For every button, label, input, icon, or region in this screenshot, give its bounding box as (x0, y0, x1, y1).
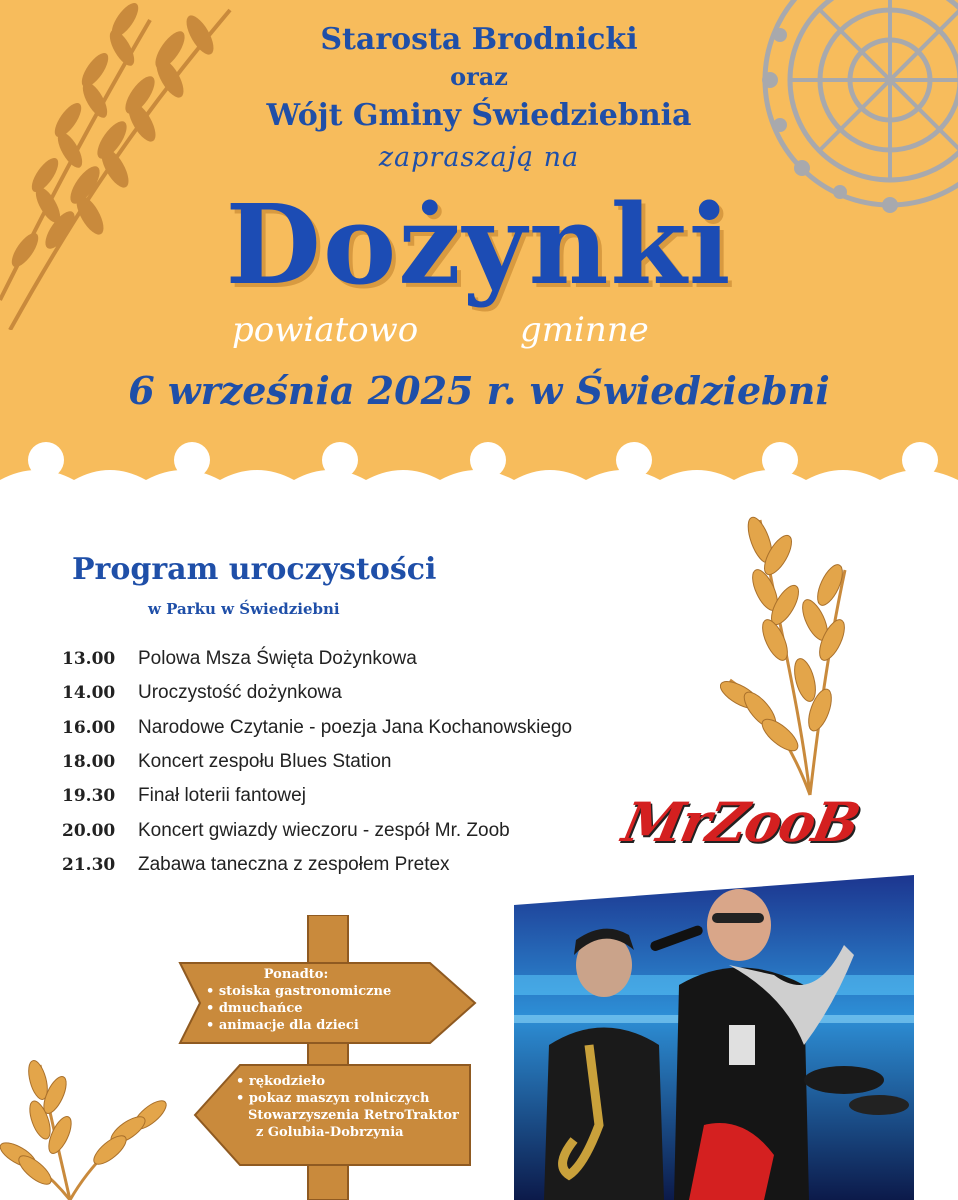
signpost-item: • pokaz maszyn rolniczych (236, 1091, 430, 1106)
schedule-time: 20.00 (62, 820, 116, 841)
event-date-place: 6 września 2025 r. w Świedziebni (128, 368, 830, 413)
event-subtitle-right: gminne (520, 310, 649, 350)
schedule-event: Finał loterii fantowej (138, 785, 306, 807)
band-logo: MrZooB (617, 790, 865, 854)
schedule-row (62, 848, 572, 882)
organizer-2: Wójt Gminy Świedziebnia (266, 98, 692, 133)
event-title: Dożynki (225, 180, 733, 309)
schedule-row (62, 779, 572, 813)
schedule-event: Koncert zespołu Blues Station (138, 751, 392, 773)
wheat-ornament-bottom (0, 1055, 180, 1200)
invitation-text: zapraszają na (378, 142, 580, 173)
schedule-time: 16.00 (62, 717, 116, 738)
schedule-time: 18.00 (62, 752, 116, 773)
signpost-item: • animacje dla dzieci (206, 1018, 359, 1033)
signpost-item: • rękodzieło (236, 1074, 325, 1089)
band-photo-illustration (514, 865, 914, 1200)
schedule-event: Narodowe Czytanie - poezja Jana Kochanowskiego (138, 716, 573, 738)
schedule-time: 19.30 (62, 786, 116, 807)
schedule-row (62, 813, 572, 847)
organizer-1: Starosta Brodnicki (320, 22, 638, 57)
program-subtitle: w Parku w Świedziebni (148, 600, 340, 618)
event-subtitle-left: powiatowo (232, 310, 419, 350)
schedule-time: 21.30 (62, 854, 116, 875)
signpost-item-continued: z Golubia-Dobrzynia (256, 1125, 404, 1140)
schedule-event: Polowa Msza Święta Dożynkowa (138, 648, 417, 670)
schedule-row (62, 642, 572, 676)
signpost-item: • stoiska gastronomiczne (206, 984, 392, 999)
band-photo (514, 865, 914, 1200)
signpost-heading: Ponadto: (263, 967, 329, 982)
schedule-row (62, 745, 572, 779)
signpost-top-text (206, 966, 446, 1034)
scalloped-edge (0, 470, 958, 510)
signpost-item-continued: Stowarzyszenia RetroTraktor (248, 1108, 459, 1123)
schedule-row (62, 676, 572, 710)
schedule-row (62, 711, 572, 745)
schedule-list (62, 642, 572, 882)
wheat-ornament-right (720, 510, 860, 800)
schedule-event: Koncert gwiazdy wieczoru - zespół Mr. Zoob (138, 819, 510, 841)
signpost-bottom-text (236, 1073, 476, 1141)
schedule-event: Uroczystość dożynkowa (138, 682, 342, 704)
schedule-time: 14.00 (62, 683, 116, 704)
program-title: Program uroczystości (72, 552, 437, 587)
signpost-item: • dmuchańce (206, 1001, 303, 1016)
schedule-event: Zabawa taneczna z zespołem Pretex (138, 853, 450, 875)
header-band (0, 0, 958, 508)
signpost-graphic (170, 915, 490, 1200)
organizer-connector: oraz (450, 62, 508, 91)
schedule-time: 13.00 (62, 649, 116, 670)
